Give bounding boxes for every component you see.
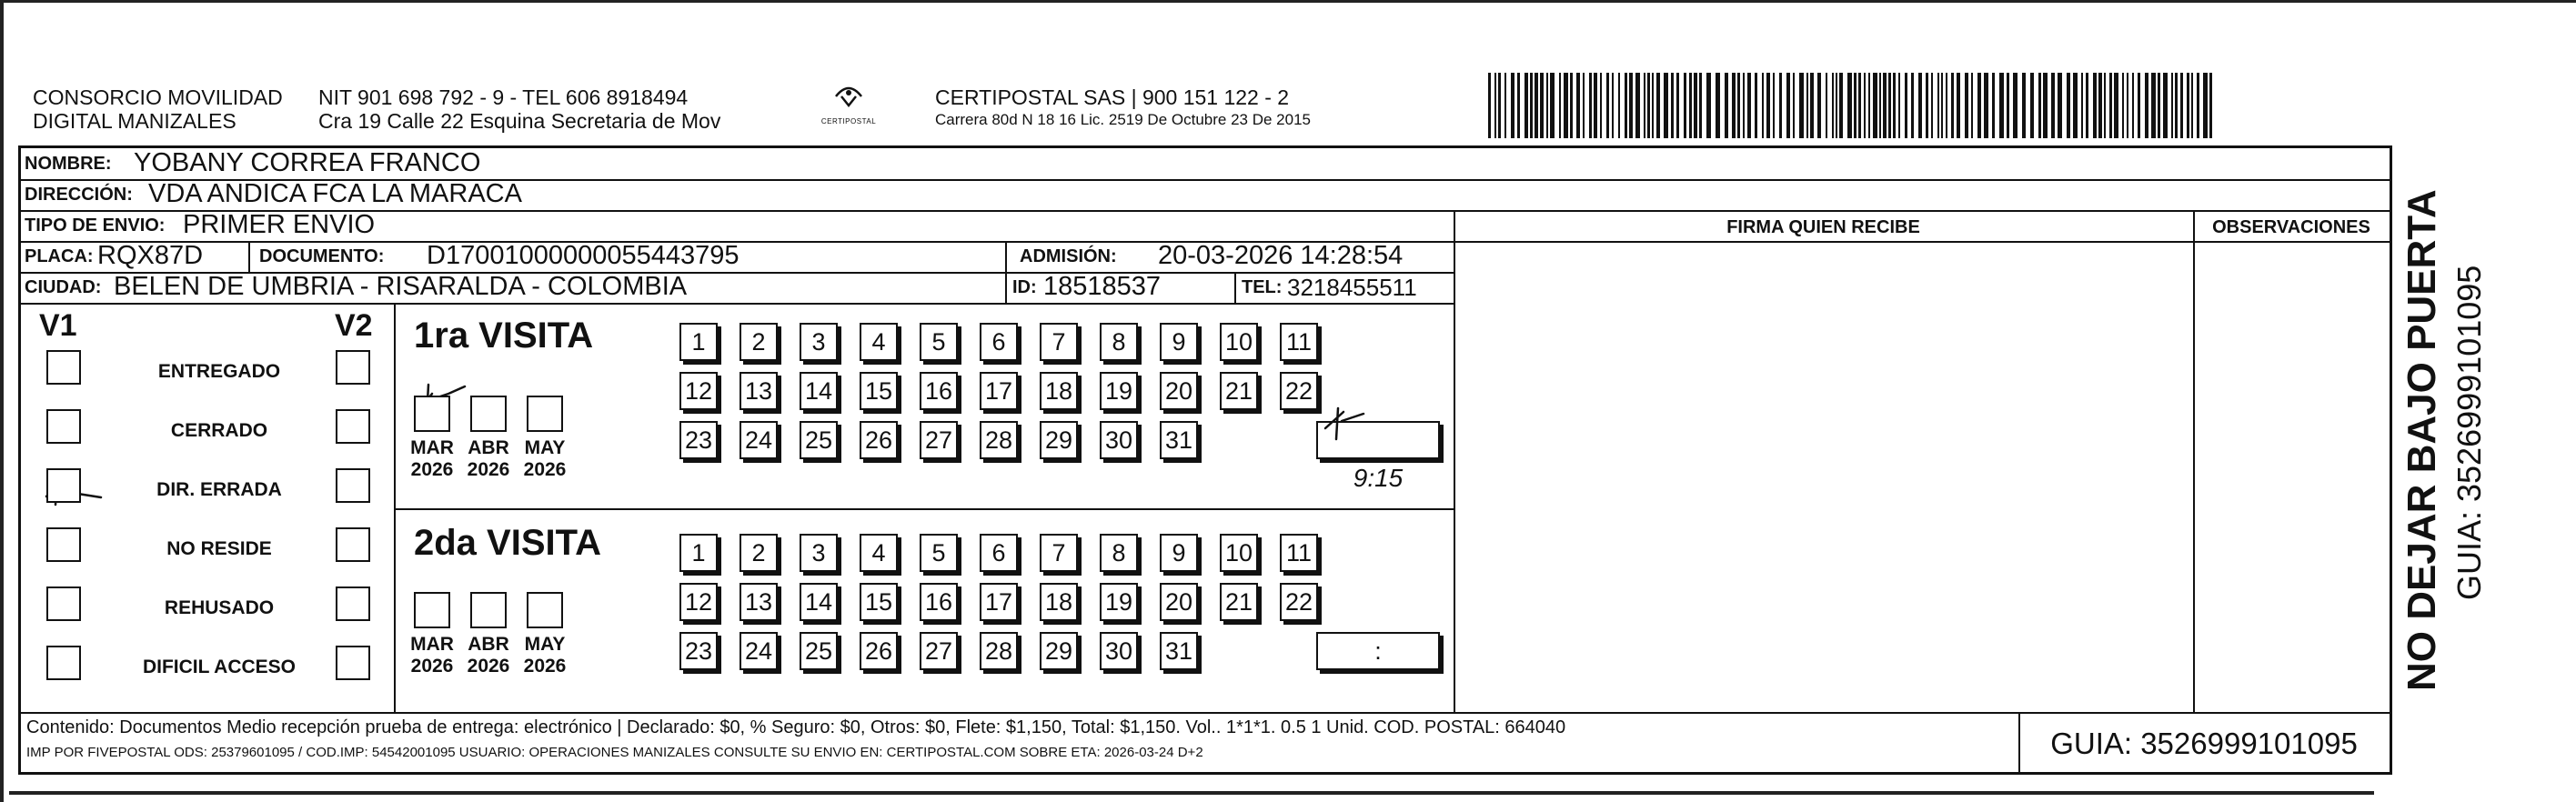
tel-label: TEL: xyxy=(1242,277,1283,297)
barcode-bar xyxy=(1635,73,1640,138)
barcode-bar xyxy=(1766,73,1770,138)
barcode-bar xyxy=(1606,73,1609,138)
barcode-bar xyxy=(1699,73,1702,138)
barcode-bar xyxy=(1839,73,1843,138)
tel-value: 3218455511 xyxy=(1287,274,1417,301)
documento-value: D17001000000055443795 xyxy=(427,241,740,270)
day-checkbox[interactable]: 18 xyxy=(1040,583,1078,621)
nombre-value: YOBANY CORREA FRANCO xyxy=(134,148,481,177)
barcode-bar xyxy=(1564,73,1568,138)
logo-icon xyxy=(830,82,867,113)
documento-label: DOCUMENTO: xyxy=(259,246,385,266)
barcode-bar xyxy=(1676,73,1679,138)
day-checkbox[interactable]: 9 xyxy=(1160,323,1198,361)
barcode-bar xyxy=(1488,73,1491,138)
barcode-bar xyxy=(1530,73,1533,138)
month-checkbox[interactable] xyxy=(527,592,563,628)
nombre-label: NOMBRE: xyxy=(25,154,112,174)
id-label: ID: xyxy=(1012,277,1037,297)
barcode-bar xyxy=(1893,73,1896,138)
barcode-bar xyxy=(2104,73,2106,138)
barcode-bar xyxy=(1832,73,1834,138)
barcode-bar xyxy=(1992,73,1995,138)
month-checkbox[interactable] xyxy=(414,592,450,628)
barcode-bar xyxy=(2171,73,2173,138)
barcode-bar xyxy=(1684,73,1686,138)
day-checkbox[interactable]: 22 xyxy=(1280,372,1318,410)
barcode-bar xyxy=(1946,73,1947,138)
month-label xyxy=(405,437,459,481)
footer-content: Contenido: Documentos Medio recepción prueba de entrega: electrónico | Declarado: $0, % Seguro: $0, Otros: $0, Flete: $1,150, Total: $1,150. Vol.. 1*1*1. 0.5 1 Unid. COD. POSTAL: 664040 xyxy=(26,717,1566,737)
time-field[interactable]: : xyxy=(1316,632,1440,670)
day-checkbox[interactable]: 29 xyxy=(1040,632,1078,670)
day-checkbox[interactable]: 7 xyxy=(1040,534,1078,572)
barcode-bar xyxy=(1799,73,1804,138)
barcode-bar xyxy=(1817,73,1821,138)
barcode-bar xyxy=(1716,73,1720,138)
barcode-bar xyxy=(2187,73,2189,138)
day-checkbox[interactable]: 14 xyxy=(800,583,838,621)
v1-checkbox[interactable] xyxy=(46,409,81,444)
v2-label: V2 xyxy=(335,308,373,343)
day-checkbox[interactable]: 26 xyxy=(860,632,898,670)
barcode-bar xyxy=(1941,73,1943,138)
day-checkbox[interactable]: 16 xyxy=(920,372,958,410)
day-checkbox[interactable]: 19 xyxy=(1100,583,1138,621)
month-name: ABR xyxy=(468,634,509,655)
month-checkbox[interactable] xyxy=(470,592,507,628)
barcode-bar xyxy=(1583,73,1585,138)
v1-checkbox[interactable] xyxy=(46,527,81,562)
barcode-bar xyxy=(1625,73,1627,138)
barcode-bar xyxy=(2132,73,2134,138)
footer-guia: GUIA: 3526999101095 xyxy=(2050,727,2358,760)
day-checkbox[interactable]: 30 xyxy=(1100,421,1138,459)
barcode-bar xyxy=(1498,73,1501,138)
day-checkbox[interactable]: 13 xyxy=(740,583,778,621)
day-checkbox[interactable]: 8 xyxy=(1100,534,1138,572)
company-info xyxy=(935,85,1311,131)
day-checkbox[interactable]: 9 xyxy=(1160,534,1198,572)
month-year: 2026 xyxy=(523,459,567,480)
barcode-bar xyxy=(1810,73,1814,138)
month-label xyxy=(461,634,516,677)
v1-checkbox[interactable] xyxy=(46,586,81,621)
barcode-bar xyxy=(1747,73,1751,138)
barcode-bar xyxy=(2081,73,2083,138)
day-checkbox[interactable]: 4 xyxy=(860,323,898,361)
barcode-bar xyxy=(1937,73,1939,138)
handwritten-time: 9:15 xyxy=(1353,464,1404,492)
consortium-name xyxy=(33,85,283,133)
barcode-bar xyxy=(1868,73,1870,138)
month-year: 2026 xyxy=(467,656,510,677)
barcode-bar xyxy=(2163,73,2168,138)
reason-label: DIR. ERRADA xyxy=(156,479,282,500)
top-edge xyxy=(0,0,2576,3)
day-checkbox[interactable]: 2 xyxy=(740,323,778,361)
day-checkbox[interactable]: 14 xyxy=(800,372,838,410)
day-checkbox[interactable]: 21 xyxy=(1220,583,1258,621)
direccion-label: DIRECCIÓN: xyxy=(25,185,133,205)
day-checkbox[interactable]: 30 xyxy=(1100,632,1138,670)
day-checkbox[interactable]: 15 xyxy=(860,372,898,410)
barcode-bar xyxy=(2180,73,2183,138)
barcode-bar xyxy=(1926,73,1928,138)
day-checkbox[interactable]: 17 xyxy=(980,372,1018,410)
barcode-bar xyxy=(1647,73,1650,138)
barcode-bar xyxy=(2109,73,2112,138)
barcode-bar xyxy=(2030,73,2034,138)
barcode-bar xyxy=(2086,73,2088,138)
id-value: 18518537 xyxy=(1043,272,1162,301)
consortium-line2: DIGITAL MANIZALES xyxy=(33,109,236,133)
month-name: MAR xyxy=(410,634,454,655)
ciudad-value: BELEN DE UMBRIA - RISARALDA - COLOMBIA xyxy=(114,272,688,301)
company-address: Carrera 80d N 18 16 Lic. 2519 De Octubre 23 De 2015 xyxy=(935,111,1311,128)
second-visit-title: 2da VISITA xyxy=(414,523,601,563)
barcode-bar xyxy=(1600,73,1602,138)
footer-print-info: IMP POR FIVEPOSTAL ODS: 25379601095 / COD.IMP: 54542001095 USUARIO: OPERACIONES MANIZALES CONSULTE SU ENVIO EN: CERTIPOSTAL.COM SOBRE ETA: 2026-03-24 D+2 xyxy=(26,745,1203,760)
bottom-edge xyxy=(9,791,2374,795)
barcode-bar xyxy=(2197,73,2199,138)
day-checkbox[interactable]: 26 xyxy=(860,421,898,459)
v2-checkbox[interactable] xyxy=(336,409,370,444)
day-checkbox[interactable]: 2 xyxy=(740,534,778,572)
month-name: MAR xyxy=(410,437,454,458)
day-checkbox[interactable]: 25 xyxy=(800,421,838,459)
day-checkbox[interactable]: 16 xyxy=(920,583,958,621)
barcode-bar xyxy=(2043,73,2048,138)
day-checkbox[interactable]: 11 xyxy=(1280,323,1318,361)
certipostal-logo xyxy=(817,82,880,125)
barcode-bar xyxy=(2038,73,2041,138)
barcode-bar xyxy=(1918,73,1922,138)
day-checkbox[interactable]: 1 xyxy=(679,323,718,361)
month-label xyxy=(405,634,459,677)
tipo-envio-label: TIPO DE ENVIO: xyxy=(25,216,166,236)
barcode-bar xyxy=(1737,73,1740,138)
nit-text: NIT 901 698 792 - 9 - TEL 606 8918494 xyxy=(318,85,689,109)
barcode-bar xyxy=(2013,73,2018,138)
barcode-bar xyxy=(1694,73,1697,138)
day-checkbox[interactable]: 24 xyxy=(740,421,778,459)
month-year: 2026 xyxy=(467,459,510,480)
v1-checkbox[interactable] xyxy=(46,468,81,503)
barcode-bar xyxy=(1911,73,1914,138)
month-name: MAY xyxy=(524,634,566,655)
day-checkbox[interactable]: 1 xyxy=(679,534,718,572)
barcode-bar xyxy=(1984,73,1988,138)
v2-checkbox[interactable] xyxy=(336,350,370,385)
firma-header: FIRMA QUIEN RECIBE xyxy=(1726,217,1920,237)
direccion-value: VDA ANDICA FCA LA MARACA xyxy=(148,179,522,208)
barcode-bar xyxy=(1652,73,1654,138)
barcode-bar xyxy=(1546,73,1548,138)
barcode-bar xyxy=(1589,73,1592,138)
barcode-bar xyxy=(1494,73,1496,138)
day-checkbox[interactable]: 15 xyxy=(860,583,898,621)
month-label xyxy=(461,437,516,481)
barcode-bar xyxy=(1858,73,1861,138)
barcode-bar xyxy=(1847,73,1852,138)
barcode-bar xyxy=(1540,73,1544,138)
v2-checkbox[interactable] xyxy=(336,468,370,503)
barcode-bar xyxy=(2122,73,2124,138)
barcode-bar xyxy=(2007,73,2009,138)
consortium-line1: CONSORCIO MOVILIDAD xyxy=(33,85,283,109)
day-checkbox[interactable]: 10 xyxy=(1220,323,1258,361)
barcode-bar xyxy=(1618,73,1620,138)
barcode xyxy=(1488,73,2214,138)
day-checkbox[interactable]: 31 xyxy=(1160,421,1198,459)
consortium-contact xyxy=(318,85,720,133)
barcode-bar xyxy=(1898,73,1900,138)
barcode-bar xyxy=(2098,73,2102,138)
side-notice: NO DEJAR BAJO PUERTA xyxy=(2400,189,2444,691)
barcode-bar xyxy=(1656,73,1660,138)
admision-value: 20-03-2026 14:28:54 xyxy=(1158,241,1404,270)
month-year: 2026 xyxy=(410,459,454,480)
day-checkbox[interactable]: 18 xyxy=(1040,372,1078,410)
reason-label: REHUSADO xyxy=(164,597,275,618)
month-name: ABR xyxy=(468,437,509,458)
barcode-bar xyxy=(1873,73,1877,138)
day-checkbox[interactable]: 12 xyxy=(679,372,718,410)
day-checkbox[interactable]: 27 xyxy=(920,632,958,670)
barcode-bar xyxy=(1786,73,1790,138)
day-checkbox[interactable]: 3 xyxy=(800,323,838,361)
barcode-bar xyxy=(1559,73,1561,138)
day-checkbox[interactable]: 5 xyxy=(920,534,958,572)
placa-value: RQX87D xyxy=(97,241,204,270)
day-checkbox[interactable]: 13 xyxy=(740,372,778,410)
barcode-bar xyxy=(1888,73,1891,138)
barcode-bar xyxy=(1550,73,1555,138)
barcode-bar xyxy=(2073,73,2078,138)
barcode-bar xyxy=(1612,73,1614,138)
barcode-bar xyxy=(1511,73,1514,138)
barcode-bar xyxy=(2203,73,2208,138)
barcode-bar xyxy=(1504,73,1506,138)
day-checkbox[interactable]: 22 xyxy=(1280,583,1318,621)
month-label xyxy=(518,437,572,481)
ciudad-label: CIUDAD: xyxy=(25,277,102,297)
tipo-envio-value: PRIMER ENVIO xyxy=(183,210,376,239)
barcode-bar xyxy=(2209,73,2212,138)
logo-text: CERTIPOSTAL xyxy=(820,117,877,125)
barcode-bar xyxy=(1931,73,1933,138)
barcode-bar xyxy=(1977,73,1981,138)
observaciones-header: OBSERVACIONES xyxy=(2212,217,2370,237)
delivery-form xyxy=(18,145,2392,775)
barcode-bar xyxy=(1743,73,1745,138)
day-checkbox[interactable]: 31 xyxy=(1160,632,1198,670)
left-edge xyxy=(0,0,4,802)
v2-checkbox[interactable] xyxy=(336,646,370,680)
barcode-bar xyxy=(2114,73,2118,138)
v1-checkbox[interactable] xyxy=(46,350,81,385)
barcode-bar xyxy=(1535,73,1538,138)
day-checkbox[interactable]: 25 xyxy=(800,632,838,670)
barcode-bar xyxy=(2158,73,2160,138)
day-checkbox[interactable]: 23 xyxy=(679,421,718,459)
month-checkbox[interactable] xyxy=(470,396,507,432)
day-checkbox[interactable]: 6 xyxy=(980,534,1018,572)
day-checkbox[interactable]: 4 xyxy=(860,534,898,572)
barcode-bar xyxy=(1732,73,1736,138)
barcode-bar xyxy=(1576,73,1580,138)
barcode-bar xyxy=(1951,73,1954,138)
barcode-bar xyxy=(1524,73,1528,138)
barcode-bar xyxy=(1826,73,1827,138)
side-guia: GUIA: 3526999101095 xyxy=(2450,265,2488,600)
barcode-bar xyxy=(1854,73,1857,138)
reason-label: ENTREGADO xyxy=(157,361,281,382)
admision-label: ADMISIÓN: xyxy=(1020,246,1117,266)
day-checkbox[interactable]: 19 xyxy=(1100,372,1138,410)
day-checkbox[interactable]: 8 xyxy=(1100,323,1138,361)
reason-label: DIFICIL ACCESO xyxy=(142,657,296,677)
day-checkbox[interactable]: 5 xyxy=(920,323,958,361)
barcode-bar xyxy=(1793,73,1795,138)
barcode-bar xyxy=(1779,73,1782,138)
barcode-bar xyxy=(1806,73,1808,138)
day-checkbox[interactable]: 27 xyxy=(920,421,958,459)
v2-checkbox[interactable] xyxy=(336,527,370,562)
barcode-bar xyxy=(1517,73,1520,138)
v2-checkbox[interactable] xyxy=(336,586,370,621)
day-checkbox[interactable]: 10 xyxy=(1220,534,1258,572)
barcode-bar xyxy=(2138,73,2140,138)
reason-label: NO RESIDE xyxy=(166,538,272,559)
day-checkbox[interactable]: 28 xyxy=(980,421,1018,459)
first-visit-title: 1ra VISITA xyxy=(414,316,594,356)
barcode-bar xyxy=(2051,73,2055,138)
day-checkbox[interactable]: 7 xyxy=(1040,323,1078,361)
day-checkbox[interactable]: 6 xyxy=(980,323,1018,361)
day-checkbox[interactable]: 28 xyxy=(980,632,1018,670)
barcode-bar xyxy=(1644,73,1645,138)
barcode-bar xyxy=(1905,73,1907,138)
company-text: CERTIPOSTAL SAS | 900 151 122 - 2 xyxy=(935,85,1290,109)
barcode-bar xyxy=(1864,73,1866,138)
reason-label: CERRADO xyxy=(170,420,268,441)
day-checkbox[interactable]: 20 xyxy=(1160,583,1198,621)
day-checkbox[interactable]: 12 xyxy=(679,583,718,621)
barcode-bar xyxy=(2058,73,2062,138)
barcode-bar xyxy=(1836,73,1837,138)
barcode-bar xyxy=(2151,73,2156,138)
barcode-bar xyxy=(1671,73,1674,138)
barcode-bar xyxy=(1762,73,1764,138)
barcode-bar xyxy=(2067,73,2070,138)
barcode-bar xyxy=(1773,73,1775,138)
month-label xyxy=(518,634,572,677)
time-field[interactable] xyxy=(1316,421,1440,459)
barcode-bar xyxy=(2127,73,2128,138)
v1-label: V1 xyxy=(39,308,77,343)
barcode-bar xyxy=(1879,73,1881,138)
barcode-bar xyxy=(1664,73,1668,138)
barcode-bar xyxy=(1957,73,1960,138)
day-checkbox[interactable]: 21 xyxy=(1220,372,1258,410)
barcode-bar xyxy=(1755,73,1757,138)
barcode-bar xyxy=(1725,73,1728,138)
barcode-bar xyxy=(2093,73,2097,138)
address-text: Cra 19 Calle 22 Esquina Secretaria de Mov xyxy=(318,109,721,133)
barcode-bar xyxy=(2191,73,2193,138)
v1-checkbox[interactable] xyxy=(46,646,81,680)
barcode-bar xyxy=(1999,73,2004,138)
barcode-bar xyxy=(1706,73,1711,138)
month-year: 2026 xyxy=(410,656,454,677)
day-checkbox[interactable]: 29 xyxy=(1040,421,1078,459)
barcode-bar xyxy=(2175,73,2178,138)
barcode-bar xyxy=(1971,73,1973,138)
month-checkbox[interactable] xyxy=(527,396,563,432)
day-checkbox[interactable]: 20 xyxy=(1160,372,1198,410)
month-year: 2026 xyxy=(523,656,567,677)
barcode-bar xyxy=(1883,73,1887,138)
placa-label: PLACA: xyxy=(25,246,94,266)
day-checkbox[interactable]: 24 xyxy=(740,632,778,670)
day-checkbox[interactable]: 3 xyxy=(800,534,838,572)
barcode-bar xyxy=(1629,73,1633,138)
barcode-bar xyxy=(1689,73,1692,138)
barcode-bar xyxy=(1570,73,1573,138)
barcode-bar xyxy=(1965,73,1968,138)
day-checkbox[interactable]: 11 xyxy=(1280,534,1318,572)
barcode-bar xyxy=(2022,73,2026,138)
month-name: MAY xyxy=(524,437,566,458)
barcode-bar xyxy=(2145,73,2148,138)
day-checkbox[interactable]: 23 xyxy=(679,632,718,670)
barcode-bar xyxy=(1594,73,1597,138)
day-checkbox[interactable]: 17 xyxy=(980,583,1018,621)
month-checkbox[interactable] xyxy=(414,396,450,432)
